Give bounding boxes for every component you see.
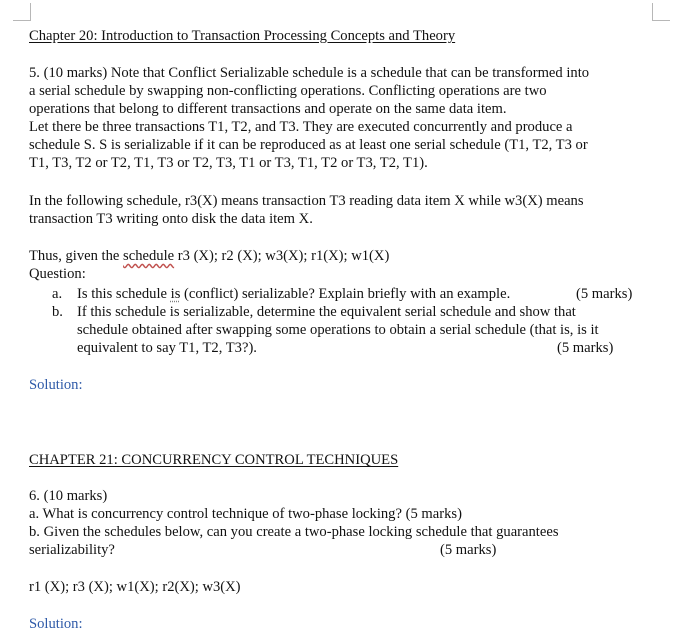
item-a-marker: a. — [52, 286, 63, 302]
item-b-line-3: equivalent to say T1, T2, T3?). — [77, 340, 257, 356]
item-b-marks: (5 marks) — [557, 340, 614, 356]
q6-part-b-marks: (5 marks) — [440, 542, 497, 558]
crop-mark-top-right — [652, 3, 670, 21]
spellcheck-underlined-word: schedule — [123, 248, 175, 264]
solution-label-q5: Solution: — [29, 377, 83, 393]
q5-line-2: a serial schedule by swapping non-conflicting operations. Conflicting operations are two — [29, 83, 547, 99]
item-b-line-2: schedule obtained after swapping some operations to obtain a serial schedule (that is, is it — [77, 322, 599, 338]
q6-title: 6. (10 marks) — [29, 488, 108, 504]
q5-line-6: T1, T3, T2 or T2, T1, T3 or T2, T3, T1 or T3, T1, T2 or T3, T2, T1). — [29, 155, 428, 171]
item-b-marker: b. — [52, 304, 63, 320]
q6-part-b-line-2: serializability? — [29, 542, 115, 558]
q5-line-4: Let there be three transactions T1, T2, and T3. They are executed concurrently and produce a — [29, 119, 573, 135]
chapter20-heading: Chapter 20: Introduction to Transaction Processing Concepts and Theory — [29, 28, 456, 44]
given-schedule-prefix: Thus, given the — [29, 248, 124, 264]
q6-schedule: r1 (X); r3 (X); w1(X); r2(X); w3(X) — [29, 579, 241, 595]
q5-line-3: operations that belong to different transactions and operate on the same data item. — [29, 101, 507, 117]
grammar-underlined-word: is — [170, 286, 181, 302]
q6-part-b-line-1: b. Given the schedules below, can you create a two-phase locking schedule that guarantees — [29, 524, 559, 540]
question-label: Question: — [29, 266, 86, 282]
crop-mark-top-left — [13, 3, 31, 21]
chapter21-heading: CHAPTER 21: CONCURRENCY CONTROL TECHNIQUES — [29, 452, 399, 468]
item-b-line-1: If this schedule is serializable, determine the equivalent serial schedule and show that — [77, 304, 576, 320]
item-a-marks: (5 marks) — [576, 286, 633, 302]
schedule-notation-line-2: transaction T3 writing onto disk the data item X. — [29, 211, 313, 227]
q6-part-a: a. What is concurrency control technique of two-phase locking? (5 marks) — [29, 506, 462, 522]
schedule-notation-line-1: In the following schedule, r3(X) means transaction T3 reading data item X while w3(X) means — [29, 193, 584, 209]
solution-label-q6: Solution: — [29, 616, 83, 632]
q5-line-5: schedule S. S is serializable if it can be reproduced as at least one serial schedule (T1, T2, T3 or — [29, 137, 588, 153]
item-a-text: Is this schedule is (conflict) serializable? Explain briefly with an example. — [77, 286, 511, 302]
q5-line-1: 5. (10 marks) Note that Conflict Serializable schedule is a schedule that can be transformed into — [29, 65, 590, 81]
given-schedule — [29, 247, 389, 265]
given-schedule-operations: r3 (X); r2 (X); w3(X); r1(X); w1(X) — [174, 248, 390, 264]
